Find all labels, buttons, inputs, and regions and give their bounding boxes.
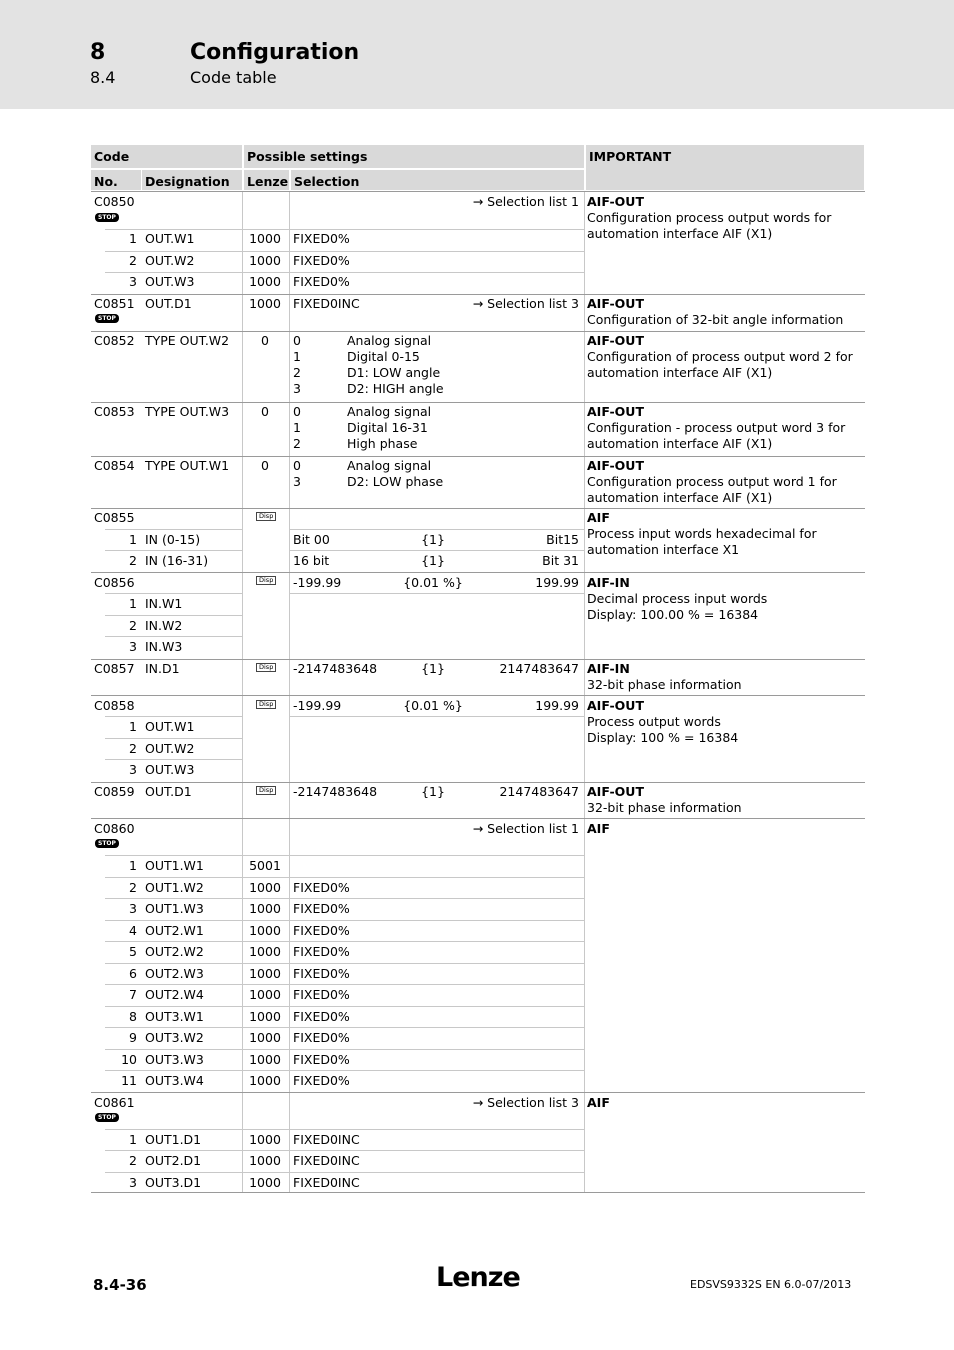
subcode-number: 11 (121, 1073, 137, 1088)
designation: OUT1.W2 (145, 880, 204, 895)
range-min: 16 bit (293, 553, 330, 568)
row-divider (105, 1070, 584, 1071)
subcode-number: 4 (129, 923, 137, 938)
subcode-number: 1 (129, 858, 137, 873)
lenze-value: 1000 (249, 296, 281, 311)
important-title: AIF-OUT (587, 698, 644, 713)
designation: IN (0-15) (145, 532, 201, 547)
important-title: AIF-OUT (587, 404, 644, 419)
code-c0861: C0861 (94, 1095, 135, 1110)
code-c0851: C0851 (94, 296, 135, 311)
subcode-number: 2 (129, 253, 137, 268)
designation: OUT.W1 (145, 231, 195, 246)
row-divider (105, 251, 584, 252)
range-step: {1} (421, 532, 445, 547)
row-divider (91, 402, 865, 403)
row-divider (91, 1092, 865, 1093)
option-text: Analog signal (347, 458, 432, 473)
row-divider (91, 1192, 865, 1193)
option-number: 0 (293, 404, 301, 419)
row-divider (105, 920, 584, 921)
lenze-logo: Lenze (436, 1262, 520, 1293)
row-divider (105, 877, 584, 878)
header-code: Code (91, 145, 242, 168)
stop-icon: STOP (95, 839, 119, 848)
row-divider (289, 529, 584, 530)
range-min: -2147483648 (293, 661, 378, 676)
stop-icon: STOP (95, 213, 119, 222)
row-divider (105, 716, 242, 717)
subcode-number: 3 (129, 639, 137, 654)
designation: OUT.W3 (145, 762, 195, 777)
important-text: Decimal process input words (587, 591, 768, 606)
important-title: AIF-IN (587, 575, 630, 590)
important-text: Configuration of 32-bit angle information (587, 312, 844, 327)
selection-list-ref: → Selection list 3 (472, 1095, 579, 1110)
lenze-value: 1000 (249, 901, 281, 916)
range-max: 2147483647 (499, 661, 579, 676)
important-text: Process output words (587, 714, 721, 729)
selection-value: FIXED0% (293, 1030, 350, 1045)
subcode-number: 2 (129, 618, 137, 633)
row-divider (91, 659, 865, 660)
row-divider (105, 615, 242, 616)
subcode-number: 10 (121, 1052, 137, 1067)
designation: OUT.W2 (145, 741, 195, 756)
important-title: AIF-OUT (587, 296, 644, 311)
lenze-value: 5001 (249, 858, 281, 873)
subcode-number: 1 (129, 719, 137, 734)
row-divider (105, 1172, 584, 1173)
range-min: -199.99 (293, 575, 342, 590)
lenze-value: 1000 (249, 1175, 281, 1190)
row-divider (105, 1049, 584, 1050)
page-number: 8.4-36 (93, 1276, 147, 1294)
designation: OUT2.W4 (145, 987, 204, 1002)
lenze-value: 1000 (249, 880, 281, 895)
row-divider (91, 508, 865, 509)
lenze-value: 1000 (249, 1132, 281, 1147)
header-possible-settings: Possible settings (244, 145, 584, 168)
stop-icon: STOP (95, 1113, 119, 1122)
row-divider (105, 759, 242, 760)
designation: OUT.W3 (145, 274, 195, 289)
subcode-number: 3 (129, 762, 137, 777)
option-text: D2: LOW phase (347, 474, 444, 489)
row-divider (91, 331, 865, 332)
subcode-number: 3 (129, 274, 137, 289)
important-text: Configuration - process output word 3 for automation interface AIF (X1) (587, 420, 846, 451)
code-c0853: C0853 (94, 404, 135, 419)
selection-value: FIXED0INC (293, 1132, 360, 1147)
designation: OUT.W1 (145, 719, 195, 734)
subcode-number: 9 (129, 1030, 137, 1045)
code-c0855: C0855 (94, 510, 135, 525)
important-title: AIF-OUT (587, 458, 644, 473)
code-c0850: C0850 (94, 194, 135, 209)
option-number: 1 (293, 349, 301, 364)
designation: OUT3.D1 (145, 1175, 202, 1190)
option-text: D1: LOW angle (347, 365, 441, 380)
designation: OUT2.W2 (145, 944, 204, 959)
designation: IN.W3 (145, 639, 183, 654)
option-number: 1 (293, 420, 301, 435)
designation: OUT2.W3 (145, 966, 204, 981)
row-divider (91, 456, 865, 457)
designation: OUT3.W3 (145, 1052, 204, 1067)
selection-value: FIXED0% (293, 923, 350, 938)
important-text: Display: 100.00 % = 16384 (587, 607, 759, 622)
subcode-number: 1 (129, 231, 137, 246)
range-min: -2147483648 (293, 784, 378, 799)
option-text: Digital 16-31 (347, 420, 428, 435)
subcode-number: 2 (129, 553, 137, 568)
code-c0859: C0859 (94, 784, 135, 799)
range-step: {0.01 %} (403, 698, 463, 713)
option-text: High phase (347, 436, 418, 451)
lenze-value: 0 (261, 333, 269, 348)
designation: OUT1.D1 (145, 1132, 202, 1147)
row-divider (289, 550, 584, 551)
range-max: 199.99 (535, 575, 579, 590)
important-title: AIF (587, 510, 610, 525)
row-divider (91, 572, 865, 573)
designation: OUT2.W1 (145, 923, 204, 938)
option-number: 2 (293, 436, 301, 451)
lenze-value: 1000 (249, 944, 281, 959)
range-max: 2147483647 (499, 784, 579, 799)
page-header (0, 0, 954, 109)
designation: OUT3.W1 (145, 1009, 204, 1024)
selection-value: FIXED0INC (293, 1153, 360, 1168)
row-divider (105, 529, 242, 530)
subcode-number: 5 (129, 944, 137, 959)
code-c0856: C0856 (94, 575, 135, 590)
range-min: -199.99 (293, 698, 342, 713)
code-c0854: C0854 (94, 458, 135, 473)
lenze-value: 1000 (249, 966, 281, 981)
selection-value: FIXED0% (293, 966, 350, 981)
important-title: AIF-OUT (587, 784, 644, 799)
designation: IN (16-31) (145, 553, 209, 568)
header-lenze: Lenze (244, 170, 289, 190)
document-id: EDSVS9332S EN 6.0-07/2013 (690, 1278, 852, 1291)
option-text: Analog signal (347, 404, 432, 419)
header-designation: Designation (142, 170, 242, 190)
row-divider (105, 550, 242, 551)
selection-value: FIXED0% (293, 1073, 350, 1088)
lenze-value: 1000 (249, 1073, 281, 1088)
designation: IN.W2 (145, 618, 183, 633)
option-number: 0 (293, 333, 301, 348)
range-step: {0.01 %} (403, 575, 463, 590)
row-divider (105, 1006, 584, 1007)
code-c0860: C0860 (94, 821, 135, 836)
header-no: No. (91, 170, 141, 190)
row-divider (105, 941, 584, 942)
lenze-value: 0 (261, 458, 269, 473)
display-only-icon: Disp (256, 576, 276, 585)
option-text: Digital 0-15 (347, 349, 420, 364)
selection-value: FIXED0INC (293, 1175, 360, 1190)
designation: IN.W1 (145, 596, 183, 611)
selection-value: FIXED0% (293, 901, 350, 916)
important-text: Display: 100 % = 16384 (587, 730, 739, 745)
row-divider (105, 1027, 584, 1028)
important-text: Configuration of process output word 2 for automation interface AIF (X1) (587, 349, 853, 380)
designation: OUT2.D1 (145, 1153, 202, 1168)
important-title: AIF-IN (587, 661, 630, 676)
range-step: {1} (421, 553, 445, 568)
designation: OUT.D1 (145, 296, 192, 311)
option-number: 3 (293, 474, 301, 489)
row-divider (105, 636, 242, 637)
row-divider (105, 963, 584, 964)
designation: TYPE OUT.W1 (145, 458, 230, 473)
selection-value: FIXED0% (293, 231, 350, 246)
designation: OUT1.W1 (145, 858, 204, 873)
section-title: Code table (190, 68, 277, 87)
selection-value: FIXED0% (293, 880, 350, 895)
section-number: 8.4 (90, 68, 116, 87)
lenze-value: 1000 (249, 1153, 281, 1168)
range-max: Bit15 (546, 532, 579, 547)
header-important: IMPORTANT (586, 145, 864, 190)
chapter-number: 8 (90, 40, 106, 65)
designation: OUT3.W4 (145, 1073, 204, 1088)
option-text: Analog signal (347, 333, 432, 348)
row-divider (105, 1150, 584, 1151)
subcode-number: 6 (129, 966, 137, 981)
row-divider (105, 1129, 584, 1130)
important-text: Configuration process output words for automation interface AIF (X1) (587, 210, 832, 241)
designation: TYPE OUT.W2 (145, 333, 230, 348)
option-number: 0 (293, 458, 301, 473)
row-divider (91, 191, 865, 192)
selection-value: FIXED0% (293, 944, 350, 959)
stop-icon: STOP (95, 314, 119, 323)
row-divider (105, 272, 584, 273)
selection-value: FIXED0% (293, 274, 350, 289)
display-only-icon: Disp (256, 512, 276, 521)
selection-list-ref: → Selection list 3 (472, 296, 579, 311)
option-text: D2: HIGH angle (347, 381, 444, 396)
row-divider (91, 294, 865, 295)
header-selection: Selection (291, 170, 584, 190)
row-divider (91, 818, 865, 819)
row-divider (105, 984, 584, 985)
subcode-number: 2 (129, 1153, 137, 1168)
subcode-number: 3 (129, 901, 137, 916)
important-text: 32-bit phase information (587, 677, 742, 692)
subcode-number: 7 (129, 987, 137, 1002)
lenze-value: 1000 (249, 1030, 281, 1045)
important-title: AIF-OUT (587, 333, 644, 348)
code-c0858: C0858 (94, 698, 135, 713)
subcode-number: 1 (129, 596, 137, 611)
selection-value: FIXED0INC (293, 296, 360, 311)
lenze-value: 1000 (249, 253, 281, 268)
designation: OUT1.W3 (145, 901, 204, 916)
important-title: AIF (587, 1095, 610, 1110)
row-divider (91, 695, 865, 696)
subcode-number: 1 (129, 1132, 137, 1147)
subcode-number: 3 (129, 1175, 137, 1190)
option-number: 2 (293, 365, 301, 380)
code-c0857: C0857 (94, 661, 135, 676)
important-text: Configuration process output word 1 for automation interface AIF (X1) (587, 474, 837, 505)
row-divider (105, 898, 584, 899)
important-title: AIF (587, 821, 610, 836)
lenze-value: 0 (261, 404, 269, 419)
designation: OUT3.W2 (145, 1030, 204, 1045)
lenze-value: 1000 (249, 274, 281, 289)
lenze-value: 1000 (249, 1009, 281, 1024)
range-max: Bit 31 (542, 553, 579, 568)
selection-value: FIXED0% (293, 1009, 350, 1024)
display-only-icon: Disp (256, 700, 276, 709)
code-c0852: C0852 (94, 333, 135, 348)
designation: OUT.W2 (145, 253, 195, 268)
important-title: AIF-OUT (587, 194, 644, 209)
column-divider (584, 191, 585, 1192)
row-divider (105, 855, 584, 856)
row-divider (105, 593, 242, 594)
row-divider (105, 229, 584, 230)
lenze-value: 1000 (249, 987, 281, 1002)
row-divider (289, 593, 584, 594)
selection-value: FIXED0% (293, 987, 350, 1002)
lenze-value: 1000 (249, 1052, 281, 1067)
subcode-number: 1 (129, 532, 137, 547)
selection-list-ref: → Selection list 1 (472, 821, 579, 836)
display-only-icon: Disp (256, 663, 276, 672)
subcode-number: 8 (129, 1009, 137, 1024)
row-divider (91, 782, 865, 783)
designation: TYPE OUT.W3 (145, 404, 230, 419)
subcode-number: 2 (129, 880, 137, 895)
range-max: 199.99 (535, 698, 579, 713)
selection-value: FIXED0% (293, 1052, 350, 1067)
important-text: Process input words hexadecimal for automation interface X1 (587, 526, 817, 557)
option-number: 3 (293, 381, 301, 396)
lenze-value: 1000 (249, 923, 281, 938)
subcode-number: 2 (129, 741, 137, 756)
selection-value: FIXED0% (293, 253, 350, 268)
designation: IN.D1 (145, 661, 180, 676)
designation: OUT.D1 (145, 784, 192, 799)
range-step: {1} (421, 784, 445, 799)
chapter-title: Configuration (190, 40, 360, 65)
range-step: {1} (421, 661, 445, 676)
range-min: Bit 00 (293, 532, 330, 547)
display-only-icon: Disp (256, 786, 276, 795)
row-divider (105, 738, 242, 739)
important-text: 32-bit phase information (587, 800, 742, 815)
row-divider (289, 716, 584, 717)
selection-list-ref: → Selection list 1 (472, 194, 579, 209)
lenze-value: 1000 (249, 231, 281, 246)
